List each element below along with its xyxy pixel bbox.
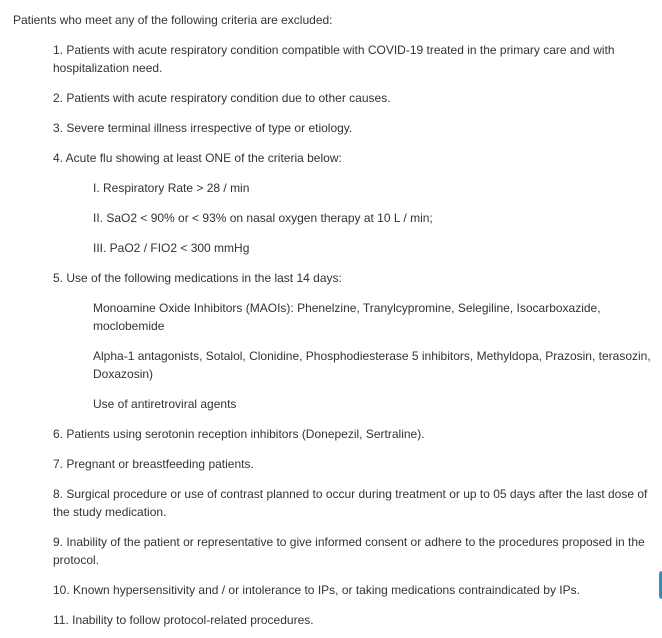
criterion-4-sub-3: III. PaO2 / FIO2 < 300 mmHg: [93, 241, 250, 255]
criterion-5-sub-3: Use of antiretroviral agents: [93, 397, 237, 411]
criterion-5: 5. Use of the following medications in the last 14 days:: [53, 271, 342, 285]
criterion-2: 2. Patients with acute respiratory condition due to other causes.: [53, 91, 391, 105]
exclusion-criteria-document: [13, 11, 658, 638]
criterion-9: 9. Inability of the patient or representative to give informed consent or adhere to the procedures proposed in the protocol.: [53, 535, 645, 567]
criterion-7: 7. Pregnant or breastfeeding patients.: [53, 457, 254, 471]
criterion-4-sub-1: I. Respiratory Rate > 28 / min: [93, 181, 250, 195]
criterion-11: 11. Inability to follow protocol-related procedures.: [53, 613, 314, 627]
criterion-6: 6. Patients using serotonin reception inhibitors (Donepezil, Sertraline).: [53, 427, 425, 441]
criterion-1: 1. Patients with acute respiratory condition compatible with COVID-19 treated in the primary care and with hospitalization need.: [53, 43, 615, 75]
criterion-10: 10. Known hypersensitivity and / or intolerance to IPs, or taking medications contraindicated by IPs.: [53, 583, 580, 597]
criterion-5-sub-2: Alpha-1 antagonists, Sotalol, Clonidine, Phosphodiesterase 5 inhibitors, Methyldopa, Prazosin, terasozin, Doxazosin): [93, 349, 651, 381]
criterion-4-sub-2: II. SaO2 < 90% or < 93% on nasal oxygen therapy at 10 L / min;: [93, 211, 433, 225]
criterion-5-sub-1: Monoamine Oxide Inhibitors (MAOIs): Phenelzine, Tranylcypromine, Selegiline, Isocarboxazide, moclobemide: [93, 301, 601, 333]
criterion-4: 4. Acute flu showing at least ONE of the criteria below:: [53, 151, 342, 165]
criterion-8: 8. Surgical procedure or use of contrast planned to occur during treatment or up to 05 days after the last dose of the study medication.: [53, 487, 648, 519]
criterion-3: 3. Severe terminal illness irrespective of type or etiology.: [53, 121, 353, 135]
intro-text: Patients who meet any of the following criteria are excluded:: [13, 13, 333, 27]
